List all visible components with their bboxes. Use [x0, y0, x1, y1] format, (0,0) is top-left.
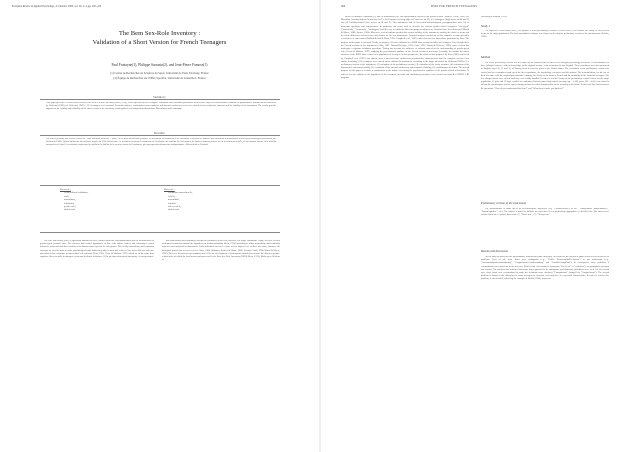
- paper-title-line2: Validation of a Short Version for French Teenagers: [92, 39, 227, 46]
- method-heading: Method: [481, 55, 491, 59]
- paper-title-line1: The Bem Sex-Role Inventory :: [118, 30, 201, 37]
- page-number: 406: [341, 5, 346, 8]
- body-column-left: Over the last twenty years, a significant amount has been written about the conceptualization and the measurement of gender-typed (sexual) roles. The theories that treated hypotheses in line with culture studies and encourages certain behaviors, traits and activities considered as characteristics specific to each gender. This is why masculinity and femininity concepts are used in order to make psychological traits linked to gender to men and women. Once these different roles are internalized they constitute gender-related self-schemas (Bem, 1981; Cross & Madson, 1997) which are at the same time cognitive filters in order to interpret events and to dictate behaviors. (1) In previous theoretical statements, it was presumed: [40, 240, 154, 259]
- divider: [40, 135, 280, 136]
- keyword-item: Cross-cultural validation,: [64, 191, 89, 195]
- left-page: [0, 0, 319, 452]
- keyword-item: scale,: [64, 194, 70, 198]
- study1-heading: Study 1: [481, 24, 490, 28]
- body-column-right: that masculinity and femininity concepts are positioned at the two extremes of a single continuum. Today, one now exists a widespread consensus around the hypothesis of bi-dimensionality (Bem, 1974) according to which masculinity and femininity represent two independent dimensions. Each individual can have a more or less higher level of these two traits, whatever the biological gender (for a review refer to Alain, 1984; Hoffman, Borders & Hattie, 2000; Lorenzi-Cioldi, 1994; Marsh & Myers, 1986). This new theoretical representation has led to the development of instruments intended to measure the different gender-related roles of which the best known and most used is the Bem Sex-Role Inventory (BSRI) (Bem, 1974). Made up of 60 items of: [162, 240, 280, 262]
- keyword-item: échelle,: [168, 194, 176, 198]
- keywords-english: [60, 188, 88, 212]
- affiliation-1: (1) Centre de Recherches en Sciences du Sport, Université de Paris XI-Orsay, France: [110, 71, 209, 75]
- affiliation-2: (2) Équipe de Recherches sur l'Offre Sportive, Université de Grenoble I, France: [113, 76, 206, 80]
- resume-text: Cet article présente une version courte du « Bem Sex-Role Inventory » (Bem, 1974) pour adolescents français. La procédure de traduction et de validation a respecté les étapes d'une validation transculturelle d'outils psychométriques préconisée par Vallerand (1989). Quatre études ont été réalisées auprès de 1216 adolescents : la première concerne la traduction et l'évaluation du contenu de l'instrument, les études suivantes portent sur la structure factorielle, la consistance interne et la stabilité temporelle de l'outil. Les résultats confirment la validité et la fidélité de la version courte de l'inventaire, qui regroupe deux dimensions indépendantes : Masculinité et Féminité.: [46, 138, 276, 147]
- summary-text: This paper presents a French short version of the Bem Sex-Role Inventory (Bem, 1974), tested specifically for teenagers. Translation and validation procedures followed the steps for cross-cultural validation of psychometric instruments as advocated by Vallerand (1989) (cf. Vallerand, 1989). 1,216 teenagers were involved. Factorial analyses, confirmatory factor analyses and internal consistency tests were carried out to confirm the structure and the stability of the instrument. The results provide support for the validity and reliability of the short version of the inventory, which gathers two independent dimensions: Masculinity and Femininity.: [46, 102, 276, 111]
- running-title: BSRI FOR FRENCH TEENAGERS: [431, 5, 478, 8]
- authors: Paul Fontayne(1), Philippe Sarrazin(2), and Jean-Pierre Famose(1): [111, 63, 208, 67]
- study1-text: The objective of this study was (1) to propose a BSRI preliminary version in French and (2) to evaluate the clarity of this version items for the target population. The back-translation technique was chosen to develop the preliminary version of the questionnaire (Brislin, 1986).: [481, 30, 609, 39]
- method-text: The BSRI preliminary version was developed by the authors with the advice of a bilingual psychology researcher. It was submitted to three bilingual experts - with no knowledge of the original version - who retranslated it into English. These translators were then presented in English, aged 43, 55 and 52, all having lived at least ten years in the United States. The evaluation of the preliminary version was carried out by a committee made up of the three translators, the psychology researcher and the authors. The reformulations, for the use of their relevance with the original questionnaire's identity, the clarity of the items in French and the suitability of the items for teenagers. The few disagreements were solved until they were totally handled. In order to test the clarity of the preliminary version's items for the target population, 12 girls and 13 boys enrolled at a suburban Parisian junior high school (average age = 14.01 years, SD = 0.43) were asked to fill out the questionnaire and to express during an interview their interpretation of the meaning of the items. To this end, they had to answer the questions: "How do you understand this item?" and "What does it make you think of?": [481, 62, 609, 90]
- keyword-item: Validation transculturelle,: [168, 191, 193, 195]
- divider: [40, 99, 280, 100]
- resume-heading: Résumé: [154, 132, 165, 135]
- keyword-item: masculinité,: [168, 198, 180, 202]
- keyword-item: femininity,: [64, 201, 75, 205]
- keyword-item: adolescents.: [168, 208, 180, 212]
- divider: [40, 232, 280, 233]
- results-heading: Results and discussion: [481, 249, 509, 253]
- summary-heading: Summary: [153, 96, 166, 99]
- keyword-item: féminité,: [168, 201, 177, 205]
- right-page: [321, 0, 640, 452]
- journal-citation: European Review of Applied Psychology, 4ᵉ trimestre 2006, vol. 56, nᵒ 4, pp. 405–416: [12, 5, 101, 8]
- keyword-item: gender roles,: [64, 205, 77, 209]
- divider: [40, 185, 280, 186]
- preliminary-version-heading: Preliminary version of the instrument: [481, 201, 527, 205]
- citation-continuation: (Joreskog & Sörbom, 1993).: [481, 16, 508, 18]
- results-text: All the subjects answered the questionnaire without noticeable difficulty. Nevertheless, the interview phase allowed us to uncover two problems. First of all, some items were ambiguous (e.g., "Fidèle: Beaucoup/fidèle-loyaux") or not understood (e.g., "Accommodant/accommodating", "Compréhensive/understanding" and "Contrôlé/compliant"). In consequence these problems a reformulation was carried out in the first case. Either if one was chosen to synonyms ("sûr de soi" vs "confident"), an appropriate synonym was chosen. The analyses also indicated that some items appeared to be ambiguous, and dictionary definitions were used. For the second case, these items were reformulated to make the definition more obvious ("Compatissant" changed for "Compréhensif"). The second problem is linked to the difficulty for some teenagers to associate each adjective to a personal characteristic. In order to resolve this problem, it was decided, following the example of Brislin (1986), to present: [481, 256, 609, 281]
- body-column-1: which 20 measure Femininity (F) and 20 Masculinity (M), this questionnaire assesses four gender-related "profiles" (Bem, 1981): (a) Masculine (scoring high on M and low on F), (b) Feminine (scoring high on F and low on M), (c) Androgyne (high scores on M and F) and (d) Undifferentiated (low scores on M and F). This instrument and its theoretical/methodological presuppositions have led to numerous questions and controversies. In particular, the terms used to describe the various gender-related categories "sex-typed" ("masculinity", "femininity", "androgyny") and the way in which the different groups of subjects are classified have been discussed (Marsh & Myers, 1986; Spence, 1984). Moreover, several authors question the content validity of the instrument, notably the choice of items and the mean differences between men and women on the two dimensions. Factorial analyses carried out on the complete version generally reveal three or four factors (Ballard-Reisch & Elton, 1992; Campbell et al., 1997) rather than the two dimensions postulated by Bem. The purpose of this paper is two-fold. Firstly, to propose a French validation of a BSRI short version intended for teenagers. Even though there are French versions of the instrument (Alain, 1987; Durand-Delvigne, 1992; Gana, 1995; Hurtig & Pichevin, 1990), none of them has undergone a rigorous validation procedure. Taking into account the influence of cultural context on the understanding of gender-typed roles (Cross & Madson, 1997), studying the psychometric qualities of the French version is necessary. Secondly, to examine the factor structure of the BSRI short version on a population of teenagers. In this perspective, the short version proposed by Bem (1981) and tested by Campbell et al. (1997) was chosen, since it presents more satisfactory psychometric characteristics than the complete version. Four studies involving 1,216 teenagers were carried out to validate the instrument, according to the stages advocated by Vallerand (1989): (1) a preliminary version of the instrument, (2) evaluation of the preliminary version, (3) evaluation of the factor structure, (4) evaluation of the instrument's concurrent validity, (5) evaluation of the internal consistency and temporal reliability, (6) establishment of norms. The second purpose of this paper is to make a contribution to the debate concerning the psychometric qualities of the gender-related self-schema. In order to test the validity of the hypothesis of the construct, factorial and confirmatory analyses were carried out using the LISREL VIII program.: [341, 16, 469, 79]
- keywords-french-label: Mots-clés :: [164, 188, 175, 191]
- keyword-item: masculinity,: [64, 198, 76, 202]
- keyword-item: adolescents.: [64, 208, 76, 212]
- keyword-item: rôles sexuels,: [168, 205, 181, 209]
- preliminary-version-text: The questionnaire is made up of 40 self-descriptive adjectives (e.g. "Confident/sûr(e) de soi", "Independent /indépendant(e)", "Sportif/sportive", etc.). The subject is asked to indicate for each item if it is particularly appropriate to describe him. The answers are written down on a 7-point Likert-scale: (1) "Never true", (7) "Always true".: [481, 208, 609, 217]
- keywords-english-label: Keywords :: [60, 188, 71, 191]
- keywords-french: [164, 188, 193, 212]
